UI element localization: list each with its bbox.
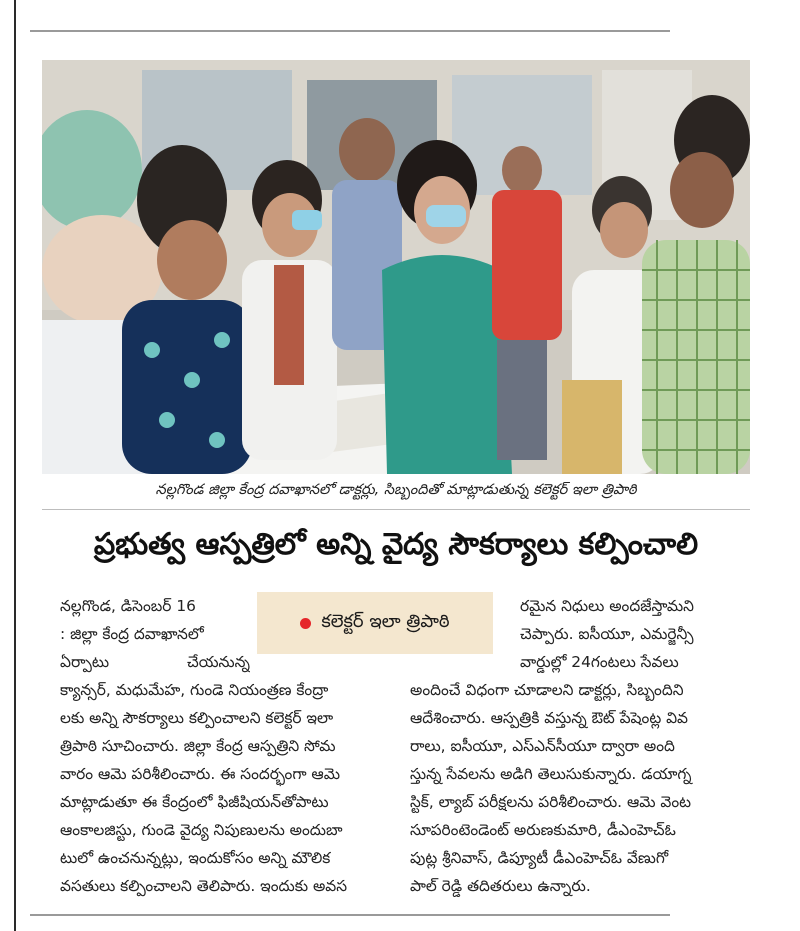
article-line: ఆంకాలజిస్టు, గుండె వైద్య నిపుణులను అందుబా bbox=[60, 821, 343, 839]
article-line: టులో ఉంచనున్నట్లు, ఇందుకోసం అన్ని మౌలిక bbox=[60, 849, 331, 867]
article-column-intro bbox=[60, 592, 250, 676]
pull-quote-box bbox=[257, 592, 493, 654]
article-line: : జిల్లా కేంద్ర దవాఖానలో bbox=[60, 625, 204, 643]
bottom-divider bbox=[30, 914, 670, 916]
article-line: చెప్పారు. ఐసీయూ, ఎమర్జెన్సీ bbox=[520, 625, 694, 643]
article-line: ఆదేశించారు. ఆస్పత్రికి వస్తున్న ఔట్ పేషెంట్ల వివ bbox=[410, 709, 688, 727]
article-column-right-top bbox=[520, 592, 752, 676]
article-column-left bbox=[60, 676, 385, 900]
article-line: వసతులు కల్పించాలని తెలిపారు. ఇందుకు అవస bbox=[60, 877, 348, 895]
caption-divider bbox=[42, 509, 750, 510]
article-line: త్రిపాఠి సూచించారు. జిల్లా కేంద్ర ఆస్పత్రిని సోమ bbox=[60, 737, 336, 755]
article-column-right bbox=[410, 676, 752, 900]
news-photo bbox=[42, 60, 750, 474]
article-line: పాల్ రెడ్డి తదితరులు ఉన్నారు. bbox=[410, 877, 591, 895]
article-line: వార్డుల్లో 24గంటలు సేవలు bbox=[520, 653, 679, 671]
article-line: లకు అన్ని సౌకర్యాలు కల్పించాలని కలెక్టర్ ఇలా bbox=[60, 709, 334, 727]
top-divider bbox=[30, 30, 670, 32]
article-line: సూపరింటెండెంట్ అరుణకుమారి, డీఎంహెచ్‌ఓ bbox=[410, 821, 676, 839]
photo-caption: నల్లగొండ జిల్లా కేంద్ర దవాఖానలో డాక్టర్లు, సిబ్బందితో మాట్లాడుతున్న కలెక్టర్ ఇలా త్రిపాఠి bbox=[155, 482, 637, 498]
page-left-border bbox=[14, 0, 16, 931]
pull-quote-text: కలెక్టర్ ఇలా త్రిపాఠి bbox=[321, 610, 450, 632]
article-line: స్తున్న సేవలను అడిగి తెలుసుకున్నారు. డయాగ్న bbox=[410, 765, 692, 783]
article-line: పుట్ల శ్రీనివాస్, డిప్యూటీ డీఎంహెచ్‌ఓ వేణుగో bbox=[410, 849, 669, 867]
article-line: రాలు, ఐసీయూ, ఎస్ఎన్‌సీయూ ద్వారా అంది bbox=[410, 737, 675, 755]
article-line: అందించే విధంగా చూడాలని డాక్టర్లు, సిబ్బందిని bbox=[410, 681, 684, 699]
article-line: రమైన నిధులు అందజేస్తామని bbox=[520, 597, 694, 615]
article-line: ఏర్పాటు చేయనున్న bbox=[60, 653, 250, 671]
article-line: వారం ఆమె పరిశీలించారు. ఈ సందర్భంగా ఆమె bbox=[60, 765, 340, 783]
article-line: క్యాన్సర్, మధుమేహ, గుండె నియంత్రణ కేంద్రా bbox=[60, 681, 329, 699]
headline: ప్రభుత్వ ఆస్పత్రిలో అన్ని వైద్య సౌకర్యాలు కల్పించాలి bbox=[93, 527, 699, 562]
bullet-icon bbox=[300, 618, 311, 629]
article-line: నల్లగొండ, డిసెంబర్ 16 bbox=[60, 597, 196, 615]
photo-illustration bbox=[42, 60, 750, 474]
article-line: స్టిక్, ల్యాబ్ పరీక్షలను పరిశీలించారు. ఆమె వెంట bbox=[410, 793, 692, 811]
article-line: మాట్లాడుతూ ఈ కేంద్రంలో ఫిజీషియన్‌తోపాటు bbox=[60, 793, 329, 811]
